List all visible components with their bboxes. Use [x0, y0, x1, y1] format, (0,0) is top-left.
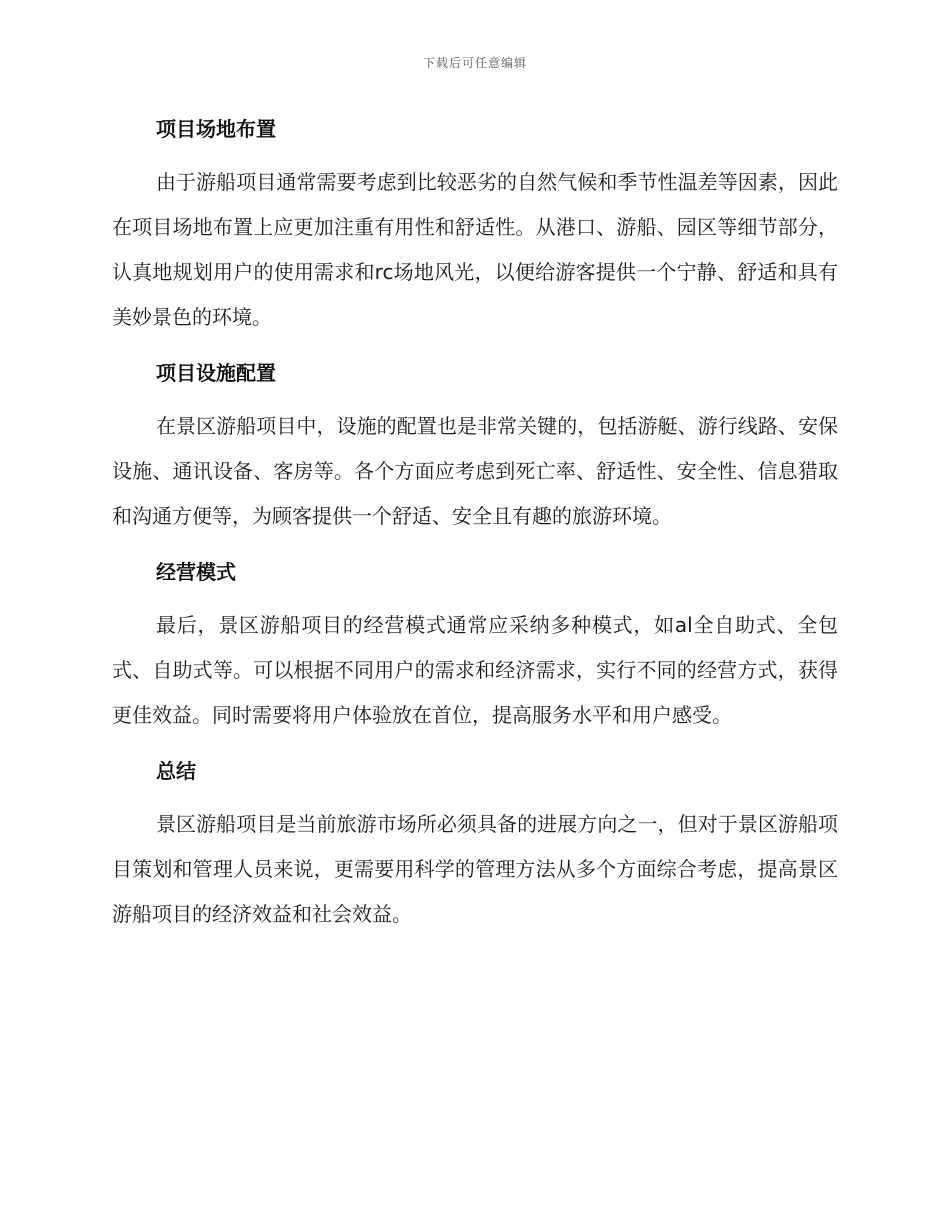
section-business-model [112, 553, 838, 738]
section-paragraph: 由于游船项目通常需要考虑到比较恶劣的自然气候和季节性温差等因素，因此在项目场地布置上应更加注重有用性和舒适性。从港口、游船、园区等细节部分，认真地规划用户的使用需求和rc场地风光，以便给游客提供一个宁静、舒适和具有美妙景色的环境。 [112, 170, 838, 329]
section-paragraph: 在景区游船项目中，设施的配置也是非常关键的，包括游艇、游行线路、安保设施、通讯设备、客房等。各个方面应考虑到死亡率、舒适性、安全性、信息猎取和沟通方便等，为顾客提供一个舒适、安全且有趣的旅游环境。 [112, 414, 838, 528]
section-heading: 项目场地布置 [156, 117, 276, 141]
section-site-layout [112, 110, 838, 340]
section-paragraph: 最后，景区游船项目的经营模式通常应采纳多种模式，如al全自助式、全包式、自助式等。可以根据不同用户的需求和经济需求，实行不同的经营方式，获得更佳效益。同时需要将用户体验放在首位，提高服务水平和用户感受。 [112, 613, 838, 727]
section-heading: 项目设施配置 [156, 361, 276, 385]
document-body [112, 110, 838, 937]
page-header-note: 下载后可任意编辑 [422, 56, 527, 70]
section-paragraph: 景区游船项目是当前旅游市场所必须具备的进展方向之一，但对于景区游船项目策划和管理人员来说，更需要用科学的管理方法从多个方面综合考虑，提高景区游船项目的经济效益和社会效益。 [112, 812, 838, 926]
section-facility-config [112, 354, 838, 539]
section-heading: 总结 [156, 759, 196, 783]
section-heading: 经营模式 [156, 560, 236, 584]
section-summary [112, 752, 838, 937]
